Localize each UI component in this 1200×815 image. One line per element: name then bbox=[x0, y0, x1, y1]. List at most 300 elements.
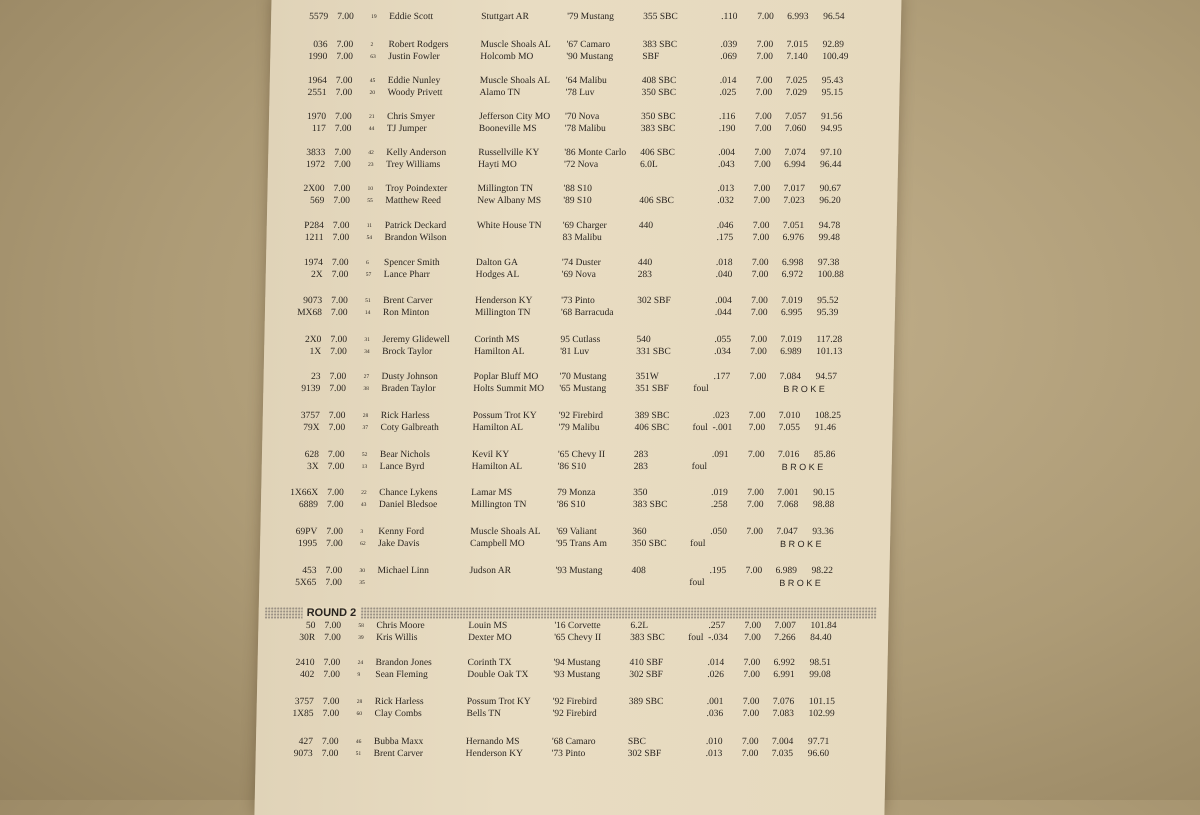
seed-cell: 51 bbox=[365, 298, 371, 304]
year-cell: '72 Nova bbox=[563, 160, 599, 170]
seed-cell: 54 bbox=[366, 235, 373, 241]
dial2-cell: 7.00 bbox=[746, 500, 764, 510]
town-cell: Louin MS bbox=[468, 621, 508, 631]
eng-cell: 351W bbox=[635, 372, 659, 382]
dial2-cell: 7.00 bbox=[756, 40, 774, 50]
town-cell: Possum Trot KY bbox=[472, 411, 537, 421]
dial2-cell: 7.00 bbox=[750, 335, 768, 345]
car-cell: 569 bbox=[309, 196, 325, 206]
name-cell: Woody Privett bbox=[387, 88, 443, 98]
racer-row bbox=[258, 620, 888, 632]
seed-cell: 38 bbox=[363, 386, 369, 392]
racer-row bbox=[256, 708, 886, 720]
dial2-cell: 7.00 bbox=[750, 347, 767, 357]
racer-row bbox=[257, 669, 887, 681]
dial-cell: 7.00 bbox=[327, 488, 344, 498]
year-cell: '86 S10 bbox=[556, 500, 586, 510]
racer-row bbox=[267, 195, 897, 207]
name-cell: Bubba Maxx bbox=[373, 737, 424, 747]
dial2-cell: 7.00 bbox=[741, 749, 759, 759]
name-cell: Patrick Deckard bbox=[384, 221, 447, 231]
et-cell: 7.029 bbox=[785, 88, 808, 98]
racer-row bbox=[269, 111, 899, 123]
dial-cell: 7.00 bbox=[328, 423, 346, 433]
eng-cell: 302 SBF bbox=[637, 296, 671, 306]
name-cell: Robert Rodgers bbox=[388, 40, 449, 50]
name-cell: Lance Pharr bbox=[383, 270, 430, 280]
dial-cell: 7.00 bbox=[337, 12, 354, 22]
pairing bbox=[259, 565, 890, 589]
town-cell: Dexter MO bbox=[468, 633, 512, 643]
year-cell: 95 Cutlass bbox=[560, 335, 601, 345]
town-cell: Millington TN bbox=[470, 500, 527, 510]
year-cell: '65 Chevy II bbox=[557, 450, 606, 460]
seed-cell: 45 bbox=[369, 78, 376, 84]
mph-cell: 94.78 bbox=[818, 221, 841, 231]
mph-cell: 95.39 bbox=[816, 308, 839, 318]
foul-cell: foul bbox=[693, 384, 709, 394]
rt-cell: .019 bbox=[711, 488, 728, 498]
et-cell: 6.993 bbox=[787, 12, 809, 22]
rt-cell: .014 bbox=[707, 658, 725, 668]
car-cell: 402 bbox=[299, 670, 315, 680]
racer-row bbox=[259, 565, 889, 577]
dial-cell: 7.00 bbox=[335, 88, 353, 98]
year-cell: '86 S10 bbox=[557, 462, 587, 472]
town-cell: Kevil KY bbox=[471, 450, 510, 460]
mph-cell: 90.67 bbox=[819, 184, 842, 194]
eng-cell: 383 SBC bbox=[642, 40, 678, 50]
rt-cell: .257 bbox=[708, 621, 726, 631]
car-cell: 9139 bbox=[301, 384, 321, 394]
rt-cell: .018 bbox=[715, 258, 733, 268]
seed-cell: 22 bbox=[361, 490, 367, 496]
rt-cell: .004 bbox=[718, 148, 736, 158]
seed-cell: 20 bbox=[369, 90, 376, 96]
town-cell: Millington TN bbox=[474, 308, 531, 318]
year-cell: '69 Nova bbox=[561, 270, 596, 280]
town-cell: Booneville MS bbox=[478, 124, 537, 134]
rt-cell: .190 bbox=[718, 124, 736, 134]
name-cell: Coty Galbreath bbox=[380, 423, 439, 433]
year-cell: '74 Duster bbox=[561, 258, 602, 268]
town-cell: Russellville KY bbox=[478, 148, 540, 158]
pairing bbox=[260, 526, 891, 550]
dial2-cell: 7.00 bbox=[755, 88, 773, 98]
eng-cell: 440 bbox=[638, 221, 654, 231]
dial2-cell: 7.00 bbox=[754, 148, 772, 158]
et-cell: 7.019 bbox=[780, 335, 802, 345]
racer-row bbox=[269, 123, 899, 135]
eng-cell: 350 bbox=[633, 488, 648, 498]
dial2-cell: 7.00 bbox=[747, 488, 764, 498]
dial2-cell: 7.00 bbox=[754, 112, 772, 122]
name-cell: Daniel Bledsoe bbox=[378, 500, 438, 510]
seed-cell: 6 bbox=[365, 260, 369, 266]
year-cell: '69 Valiant bbox=[556, 527, 597, 537]
seed-cell: 39 bbox=[358, 635, 364, 641]
dial2-cell: 7.00 bbox=[754, 124, 772, 134]
year-cell: '67 Camaro bbox=[566, 40, 611, 50]
foul-cell: foul bbox=[691, 462, 708, 472]
dial-cell: 7.00 bbox=[327, 450, 345, 460]
et-cell: 7.004 bbox=[771, 737, 794, 747]
dial-cell: 7.00 bbox=[324, 621, 342, 631]
seed-cell: 46 bbox=[355, 739, 362, 745]
racer-row bbox=[263, 371, 893, 383]
name-cell: Lance Byrd bbox=[379, 462, 425, 472]
name-cell: Brandon Jones bbox=[375, 658, 432, 668]
seed-cell: 30 bbox=[359, 568, 366, 574]
town-cell: Jefferson City MO bbox=[478, 112, 551, 122]
et-cell: 7.007 bbox=[774, 621, 796, 631]
dial2-cell: 7.00 bbox=[751, 270, 769, 280]
mph-cell: 91.46 bbox=[814, 423, 836, 433]
town-cell: Corinth TX bbox=[467, 658, 512, 668]
dial-cell: 7.00 bbox=[325, 578, 343, 588]
eng-cell: 383 SBC bbox=[630, 633, 665, 643]
dial2-cell: 7.00 bbox=[749, 372, 767, 382]
et-cell: 6.995 bbox=[780, 308, 803, 318]
eng-cell: 410 SBF bbox=[629, 658, 664, 668]
mph-cell: 101.15 bbox=[808, 697, 836, 707]
eng-cell: SBC bbox=[627, 737, 647, 747]
rt-cell: -.034 bbox=[708, 633, 729, 643]
pairing bbox=[262, 410, 893, 434]
town-cell: New Albany MS bbox=[477, 196, 542, 206]
rt-cell: .046 bbox=[716, 221, 734, 231]
dial-cell: 7.00 bbox=[336, 40, 354, 50]
mph-cell: 92.89 bbox=[822, 40, 845, 50]
mph-cell: 91.56 bbox=[820, 112, 843, 122]
eng-cell: 440 bbox=[637, 258, 653, 268]
et-cell: 7.051 bbox=[782, 221, 805, 231]
dial2-cell: 7.00 bbox=[756, 52, 774, 62]
dial-cell: 7.00 bbox=[328, 411, 346, 421]
mph-cell: 100.88 bbox=[817, 270, 844, 280]
racer-row bbox=[263, 410, 893, 422]
racer-row bbox=[256, 736, 886, 748]
et-cell: 6.972 bbox=[781, 270, 804, 280]
dial-cell: 7.00 bbox=[326, 500, 344, 510]
year-cell: '93 Mustang bbox=[555, 566, 603, 576]
mph-cell: 94.95 bbox=[820, 124, 843, 134]
name-cell: Sean Fleming bbox=[375, 670, 428, 680]
broke-label: BROKE bbox=[781, 462, 826, 472]
name-cell: Justin Fowler bbox=[388, 52, 440, 62]
car-cell: 3833 bbox=[306, 148, 326, 158]
car-cell: 1970 bbox=[306, 112, 327, 122]
racer-row bbox=[262, 461, 892, 473]
town-cell: Hamilton AL bbox=[472, 423, 524, 433]
dial-cell: 7.00 bbox=[322, 697, 340, 707]
et-cell: 7.266 bbox=[774, 633, 796, 643]
town-cell: Hamilton AL bbox=[471, 462, 523, 472]
year-cell: '92 Firebird bbox=[558, 411, 604, 421]
dial-cell: 7.00 bbox=[325, 539, 343, 549]
car-cell: 69PV bbox=[295, 527, 318, 537]
car-cell: 3X bbox=[306, 462, 319, 472]
racer-row bbox=[264, 334, 894, 346]
dial-cell: 7.00 bbox=[330, 335, 348, 345]
seed-cell: 63 bbox=[370, 54, 376, 60]
mph-cell: 97.10 bbox=[820, 148, 842, 158]
seed-cell: 3 bbox=[360, 529, 364, 535]
car-cell: 036 bbox=[313, 40, 328, 50]
dial-cell: 7.00 bbox=[330, 308, 348, 318]
rt-cell: .039 bbox=[720, 40, 738, 50]
rt-cell: .032 bbox=[717, 196, 735, 206]
car-cell: 2410 bbox=[295, 658, 315, 668]
rt-cell: .010 bbox=[705, 737, 723, 747]
car-cell: 1X85 bbox=[292, 709, 314, 719]
dial-cell: 7.00 bbox=[333, 184, 351, 194]
year-cell: '73 Pinto bbox=[551, 749, 586, 759]
car-cell: 9073 bbox=[293, 749, 313, 759]
rt-cell: .055 bbox=[714, 335, 732, 345]
name-cell: Matthew Reed bbox=[385, 196, 442, 206]
racer-row bbox=[266, 269, 896, 281]
town-cell: Holts Summit MO bbox=[473, 384, 545, 394]
seed-cell: 42 bbox=[368, 150, 374, 156]
town-cell: Corinth MS bbox=[474, 335, 520, 345]
rt-cell: .001 bbox=[706, 697, 724, 707]
town-cell: Hamilton AL bbox=[474, 347, 525, 357]
seed-cell: 51 bbox=[355, 751, 362, 757]
dial-cell: 7.00 bbox=[329, 384, 347, 394]
year-cell: '70 Mustang bbox=[559, 372, 607, 382]
et-cell: 6.989 bbox=[775, 566, 798, 576]
name-cell: Eddie Scott bbox=[389, 12, 434, 22]
name-cell: Jeremy Glidewell bbox=[382, 335, 450, 345]
eng-cell: 6.0L bbox=[639, 160, 658, 170]
town-cell: Hernando MS bbox=[465, 737, 520, 747]
name-cell: Brent Carver bbox=[383, 296, 433, 306]
mph-cell: 108.25 bbox=[814, 411, 841, 421]
eng-cell: 408 SBC bbox=[641, 76, 677, 86]
dial2-cell: 7.00 bbox=[755, 76, 773, 86]
et-cell: 7.068 bbox=[776, 500, 799, 510]
racer-row bbox=[262, 449, 892, 461]
car-cell: 79X bbox=[303, 423, 320, 433]
year-cell: '81 Luv bbox=[560, 347, 590, 357]
et-cell: 7.060 bbox=[784, 124, 807, 134]
racer-row bbox=[270, 75, 900, 87]
et-cell: 7.055 bbox=[778, 423, 800, 433]
rt-cell: .025 bbox=[719, 88, 737, 98]
car-cell: 2X bbox=[310, 270, 323, 280]
seed-cell: 23 bbox=[367, 162, 374, 168]
dial-cell: 7.00 bbox=[330, 347, 347, 357]
rt-cell: .034 bbox=[714, 347, 731, 357]
et-cell: 7.010 bbox=[778, 411, 801, 421]
et-cell: 6.976 bbox=[782, 233, 804, 243]
dial2-cell: 7.00 bbox=[743, 670, 761, 680]
car-cell: 5X65 bbox=[295, 578, 317, 588]
mph-cell: 102.99 bbox=[808, 709, 835, 719]
racer-row bbox=[256, 748, 886, 760]
mph-cell: 98.22 bbox=[811, 566, 834, 576]
mph-cell: 95.52 bbox=[817, 296, 839, 306]
mph-cell: 95.43 bbox=[821, 76, 844, 86]
racer-row bbox=[271, 11, 901, 23]
name-cell: Chris Moore bbox=[376, 621, 425, 631]
dial2-cell: 7.00 bbox=[753, 160, 771, 170]
eng-cell: 283 bbox=[633, 462, 649, 472]
racer-row bbox=[261, 487, 891, 499]
dial-cell: 7.00 bbox=[326, 527, 344, 537]
pairing bbox=[261, 487, 892, 511]
car-cell: 3757 bbox=[294, 697, 314, 707]
pairing bbox=[256, 696, 887, 720]
dial2-cell: 7.00 bbox=[751, 296, 768, 306]
car-cell: 50 bbox=[305, 621, 316, 631]
et-cell: 6.991 bbox=[773, 670, 795, 680]
town-cell: Double Oak TX bbox=[467, 670, 529, 680]
dial-cell: 7.00 bbox=[332, 233, 350, 243]
dial-cell: 7.00 bbox=[333, 160, 351, 170]
eng-cell: 6.2L bbox=[630, 621, 649, 631]
dial2-cell: 7.00 bbox=[753, 196, 771, 206]
foul-cell: foul bbox=[688, 633, 704, 643]
seed-cell: 37 bbox=[362, 425, 369, 431]
name-cell: Chris Smyer bbox=[386, 112, 435, 122]
mph-cell: 101.84 bbox=[810, 621, 837, 631]
racer-row bbox=[268, 147, 898, 159]
eng-cell: 350 SBC bbox=[640, 112, 676, 122]
rt-cell: .116 bbox=[718, 112, 736, 122]
mph-cell: 96.20 bbox=[819, 196, 841, 206]
name-cell: Spencer Smith bbox=[383, 258, 440, 268]
seed-cell: 9 bbox=[357, 672, 361, 678]
pairing bbox=[269, 111, 900, 135]
dial2-cell: 7.00 bbox=[752, 233, 770, 243]
year-cell: '64 Malibu bbox=[565, 76, 607, 86]
et-cell: 7.019 bbox=[781, 296, 803, 306]
dial-cell: 7.00 bbox=[334, 148, 352, 158]
name-cell: Jake Davis bbox=[377, 539, 420, 549]
rt-cell: .043 bbox=[717, 160, 735, 170]
mph-cell: 96.60 bbox=[807, 749, 830, 759]
dial2-cell: 7.00 bbox=[750, 308, 768, 318]
rt-cell: .110 bbox=[721, 12, 738, 22]
rt-cell: .044 bbox=[714, 308, 732, 318]
rt-cell: .050 bbox=[710, 527, 728, 537]
name-cell: TJ Jumper bbox=[386, 124, 427, 134]
town-cell: Dalton GA bbox=[475, 258, 519, 268]
dial-cell: 7.00 bbox=[333, 196, 351, 206]
mph-cell: 100.49 bbox=[822, 52, 849, 62]
rt-cell: .013 bbox=[705, 749, 723, 759]
racer-row bbox=[262, 422, 892, 434]
mph-cell: 96.44 bbox=[819, 160, 842, 170]
seed-cell: 14 bbox=[364, 310, 371, 316]
round-2-header bbox=[265, 607, 877, 619]
year-cell: '94 Mustang bbox=[553, 658, 601, 668]
mph-cell: 95.15 bbox=[821, 88, 844, 98]
dial2-cell: 7.00 bbox=[746, 527, 764, 537]
mph-cell: 97.38 bbox=[817, 258, 840, 268]
dial2-cell: 7.00 bbox=[753, 184, 771, 194]
dial2-cell: 7.00 bbox=[757, 12, 774, 22]
mph-cell: 97.71 bbox=[807, 737, 830, 747]
dial2-cell: 7.00 bbox=[744, 621, 762, 631]
et-cell: 7.017 bbox=[783, 184, 806, 194]
foul-cell: foul bbox=[689, 578, 705, 588]
town-cell: Muscle Shoals AL bbox=[479, 76, 551, 86]
eng-cell: 283 bbox=[633, 450, 649, 460]
year-cell: '86 Monte Carlo bbox=[564, 148, 627, 158]
dial-cell: 7.00 bbox=[335, 76, 353, 86]
eng-cell: 331 SBC bbox=[636, 347, 671, 357]
et-cell: 7.001 bbox=[777, 488, 799, 498]
broke-label: BROKE bbox=[783, 384, 828, 394]
mph-cell: 101.13 bbox=[816, 347, 843, 357]
dial2-cell: 7.00 bbox=[741, 737, 759, 747]
et-cell: 7.083 bbox=[772, 709, 795, 719]
dial2-cell: 7.00 bbox=[748, 423, 766, 433]
rt-cell: .175 bbox=[716, 233, 734, 243]
eng-cell: 389 SBC bbox=[628, 697, 664, 707]
dial-cell: 7.00 bbox=[324, 633, 341, 643]
year-cell: '92 Firebird bbox=[552, 697, 598, 707]
year-cell: 83 Malibu bbox=[562, 233, 602, 243]
name-cell: Rick Harless bbox=[374, 697, 424, 707]
results-sheet bbox=[254, 0, 901, 815]
rt-cell: .036 bbox=[706, 709, 724, 719]
year-cell: '16 Corvette bbox=[554, 621, 601, 631]
eng-cell: 408 bbox=[631, 566, 646, 576]
mph-cell: 96.54 bbox=[823, 12, 845, 22]
pairing bbox=[269, 75, 900, 99]
dial2-cell: 7.00 bbox=[742, 697, 760, 707]
eng-cell: 302 SBF bbox=[627, 749, 662, 759]
mph-cell: 99.48 bbox=[818, 233, 840, 243]
seed-cell: 10 bbox=[367, 186, 374, 192]
car-cell: 1990 bbox=[308, 52, 328, 62]
car-cell: 427 bbox=[298, 737, 314, 747]
dial2-cell: 7.00 bbox=[743, 658, 761, 668]
pairing bbox=[265, 295, 896, 319]
rt-cell: .013 bbox=[717, 184, 735, 194]
seed-cell: 2 bbox=[370, 42, 374, 48]
dial-cell: 7.00 bbox=[332, 221, 350, 231]
et-cell: 6.998 bbox=[781, 258, 804, 268]
year-cell: '65 Chevy II bbox=[554, 633, 602, 643]
town-cell: Hodges AL bbox=[475, 270, 520, 280]
racer-row bbox=[266, 257, 896, 269]
name-cell: Dusty Johnson bbox=[381, 372, 438, 382]
seed-cell: 55 bbox=[367, 198, 373, 204]
town-cell: Henderson KY bbox=[465, 749, 524, 759]
name-cell: Clay Combs bbox=[374, 709, 422, 719]
mph-cell: 85.86 bbox=[813, 450, 836, 460]
car-cell: 1974 bbox=[303, 258, 324, 268]
rt-cell: .091 bbox=[711, 450, 729, 460]
mph-cell: 93.36 bbox=[812, 527, 834, 537]
dial-cell: 7.00 bbox=[331, 296, 348, 306]
eng-cell: 406 SBC bbox=[639, 196, 674, 206]
town-cell: Hayti MO bbox=[477, 160, 517, 170]
year-cell: '70 Nova bbox=[564, 112, 600, 122]
dial2-cell: 7.00 bbox=[745, 566, 763, 576]
year-cell: '93 Mustang bbox=[553, 670, 601, 680]
dial2-cell: 7.00 bbox=[742, 709, 760, 719]
racer-row bbox=[257, 696, 887, 708]
town-cell: Henderson KY bbox=[475, 296, 533, 306]
et-cell: 7.076 bbox=[772, 697, 795, 707]
dial-cell: 7.00 bbox=[323, 670, 341, 680]
